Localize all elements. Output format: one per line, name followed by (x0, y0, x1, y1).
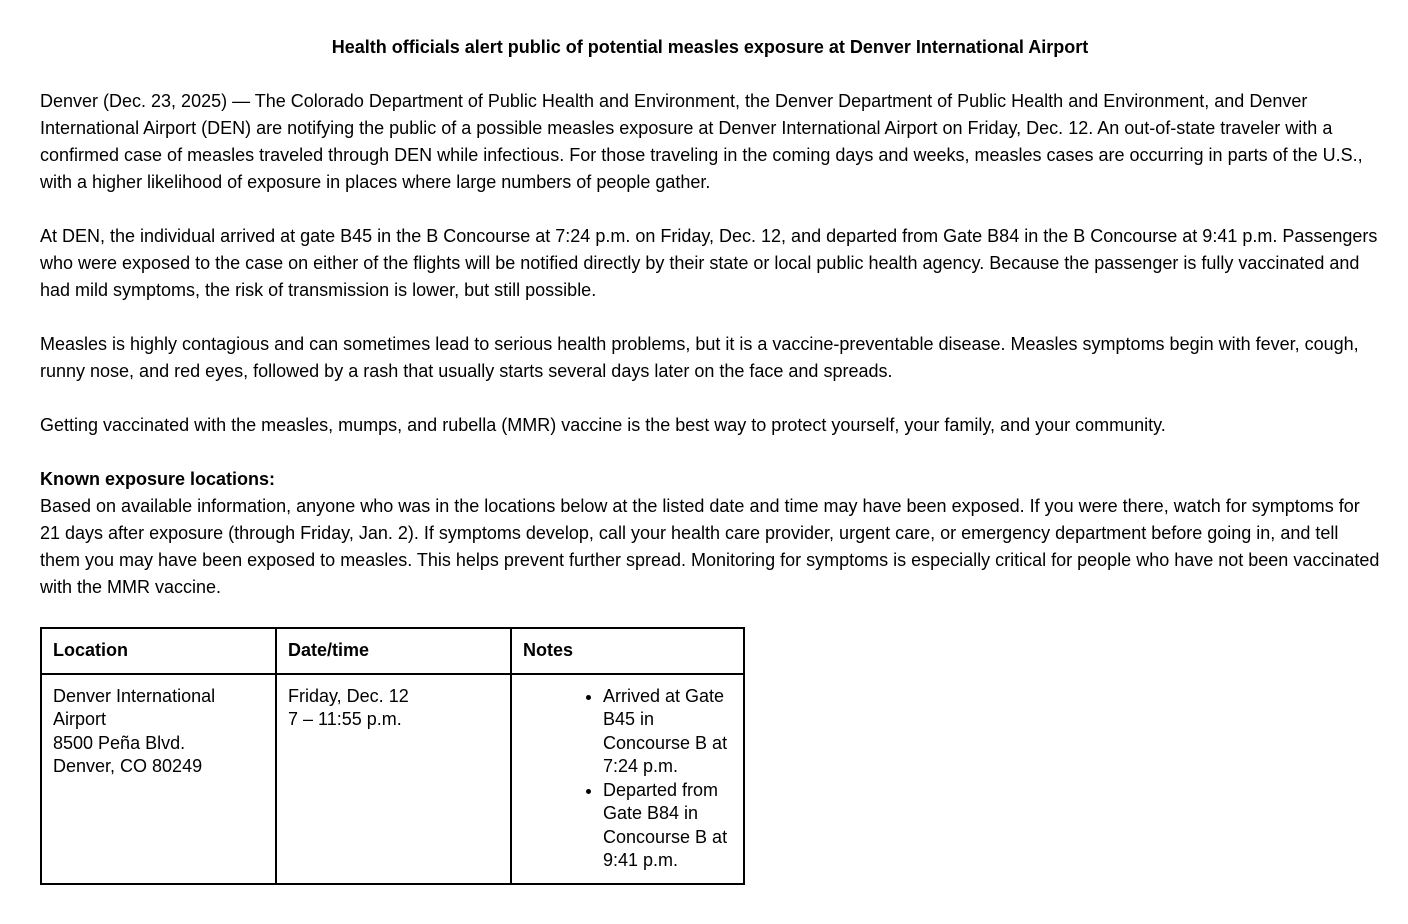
location-street: 8500 Peña Blvd. (53, 732, 186, 753)
note-arrival: • Arrived at Gate B45 in Concourse B at 7:24 p.m. (603, 685, 732, 779)
page-title: Health officials alert public of potential measles exposure at Denver International Airport (331, 37, 1089, 57)
location-name: Denver International Airport (53, 685, 216, 729)
datetime-cell (276, 674, 511, 884)
column-header-location: Location (41, 628, 276, 674)
table-header-row (41, 628, 744, 674)
note-departure: • Departed from Gate B84 in Concourse B at 9:41 p.m. (603, 779, 732, 873)
location-cell (41, 674, 276, 884)
table-row (41, 674, 744, 884)
paragraph-measles-info: Measles is highly contagious and can sometimes lead to serious health problems, but it is a vaccine-preventable disease. Measles symptoms begin with fever, cough, runny nose, and red eyes, followed by a rash that usually starts several days later on the face and spreads. (40, 334, 1359, 381)
location-city-state-zip: Denver, CO 80249 (53, 756, 203, 776)
paragraph-vaccine-advice: Getting vaccinated with the measles, mumps, and rubella (MMR) vaccine is the best way to protect yourself, your family, and your community. (40, 415, 1166, 435)
notes-cell (511, 674, 744, 884)
paragraph-announcement: Denver (Dec. 23, 2025) — The Colorado Department of Public Health and Environment, the Denver Department of Public Health and Environment, and Denver International Airport (DEN) are notifying the public of a possible measles exposure at Denver International Airport on Friday, Dec. 12. An out-of-state traveler with a confirmed case of measles traveled through DEN while infectious. For those traveling in the coming days and weeks, measles cases are occurring in parts of the U.S., with a higher likelihood of exposure in places where large numbers of people gather. (40, 91, 1363, 192)
exposure-locations-table (40, 627, 745, 885)
paragraph-flight-details: At DEN, the individual arrived at gate B45 in the B Concourse at 7:24 p.m. on Friday, Dec. 12, and departed from Gate B84 in the B Concourse at 9:41 p.m. Passengers who were exposed to the case on either of the flights will be notified directly by their state or local public health agency. Because the passenger is fully vaccinated and had mild symptoms, the risk of transmission is lower, but still possible. (40, 226, 1378, 300)
exposure-time-range: 7 – 11:55 p.m. (288, 709, 402, 729)
column-header-datetime: Date/time (276, 628, 511, 674)
exposure-locations-heading: Known exposure locations: (40, 469, 276, 489)
exposure-date: Friday, Dec. 12 (288, 685, 409, 706)
exposure-locations-intro: Based on available information, anyone who was in the locations below at the listed date and time may have been exposed. If you were there, watch for symptoms for 21 days after exposure (through Friday, Jan. 2). If symptoms develop, call your health care provider, urgent care, or emergency department before going in, and tell them you may have been exposed to measles. This helps prevent further spread. Monitoring for symptoms is especially critical for people who have not been vaccinated with the MMR vaccine. (40, 496, 1380, 597)
column-header-notes: Notes (511, 628, 744, 674)
notes-list (523, 685, 732, 873)
